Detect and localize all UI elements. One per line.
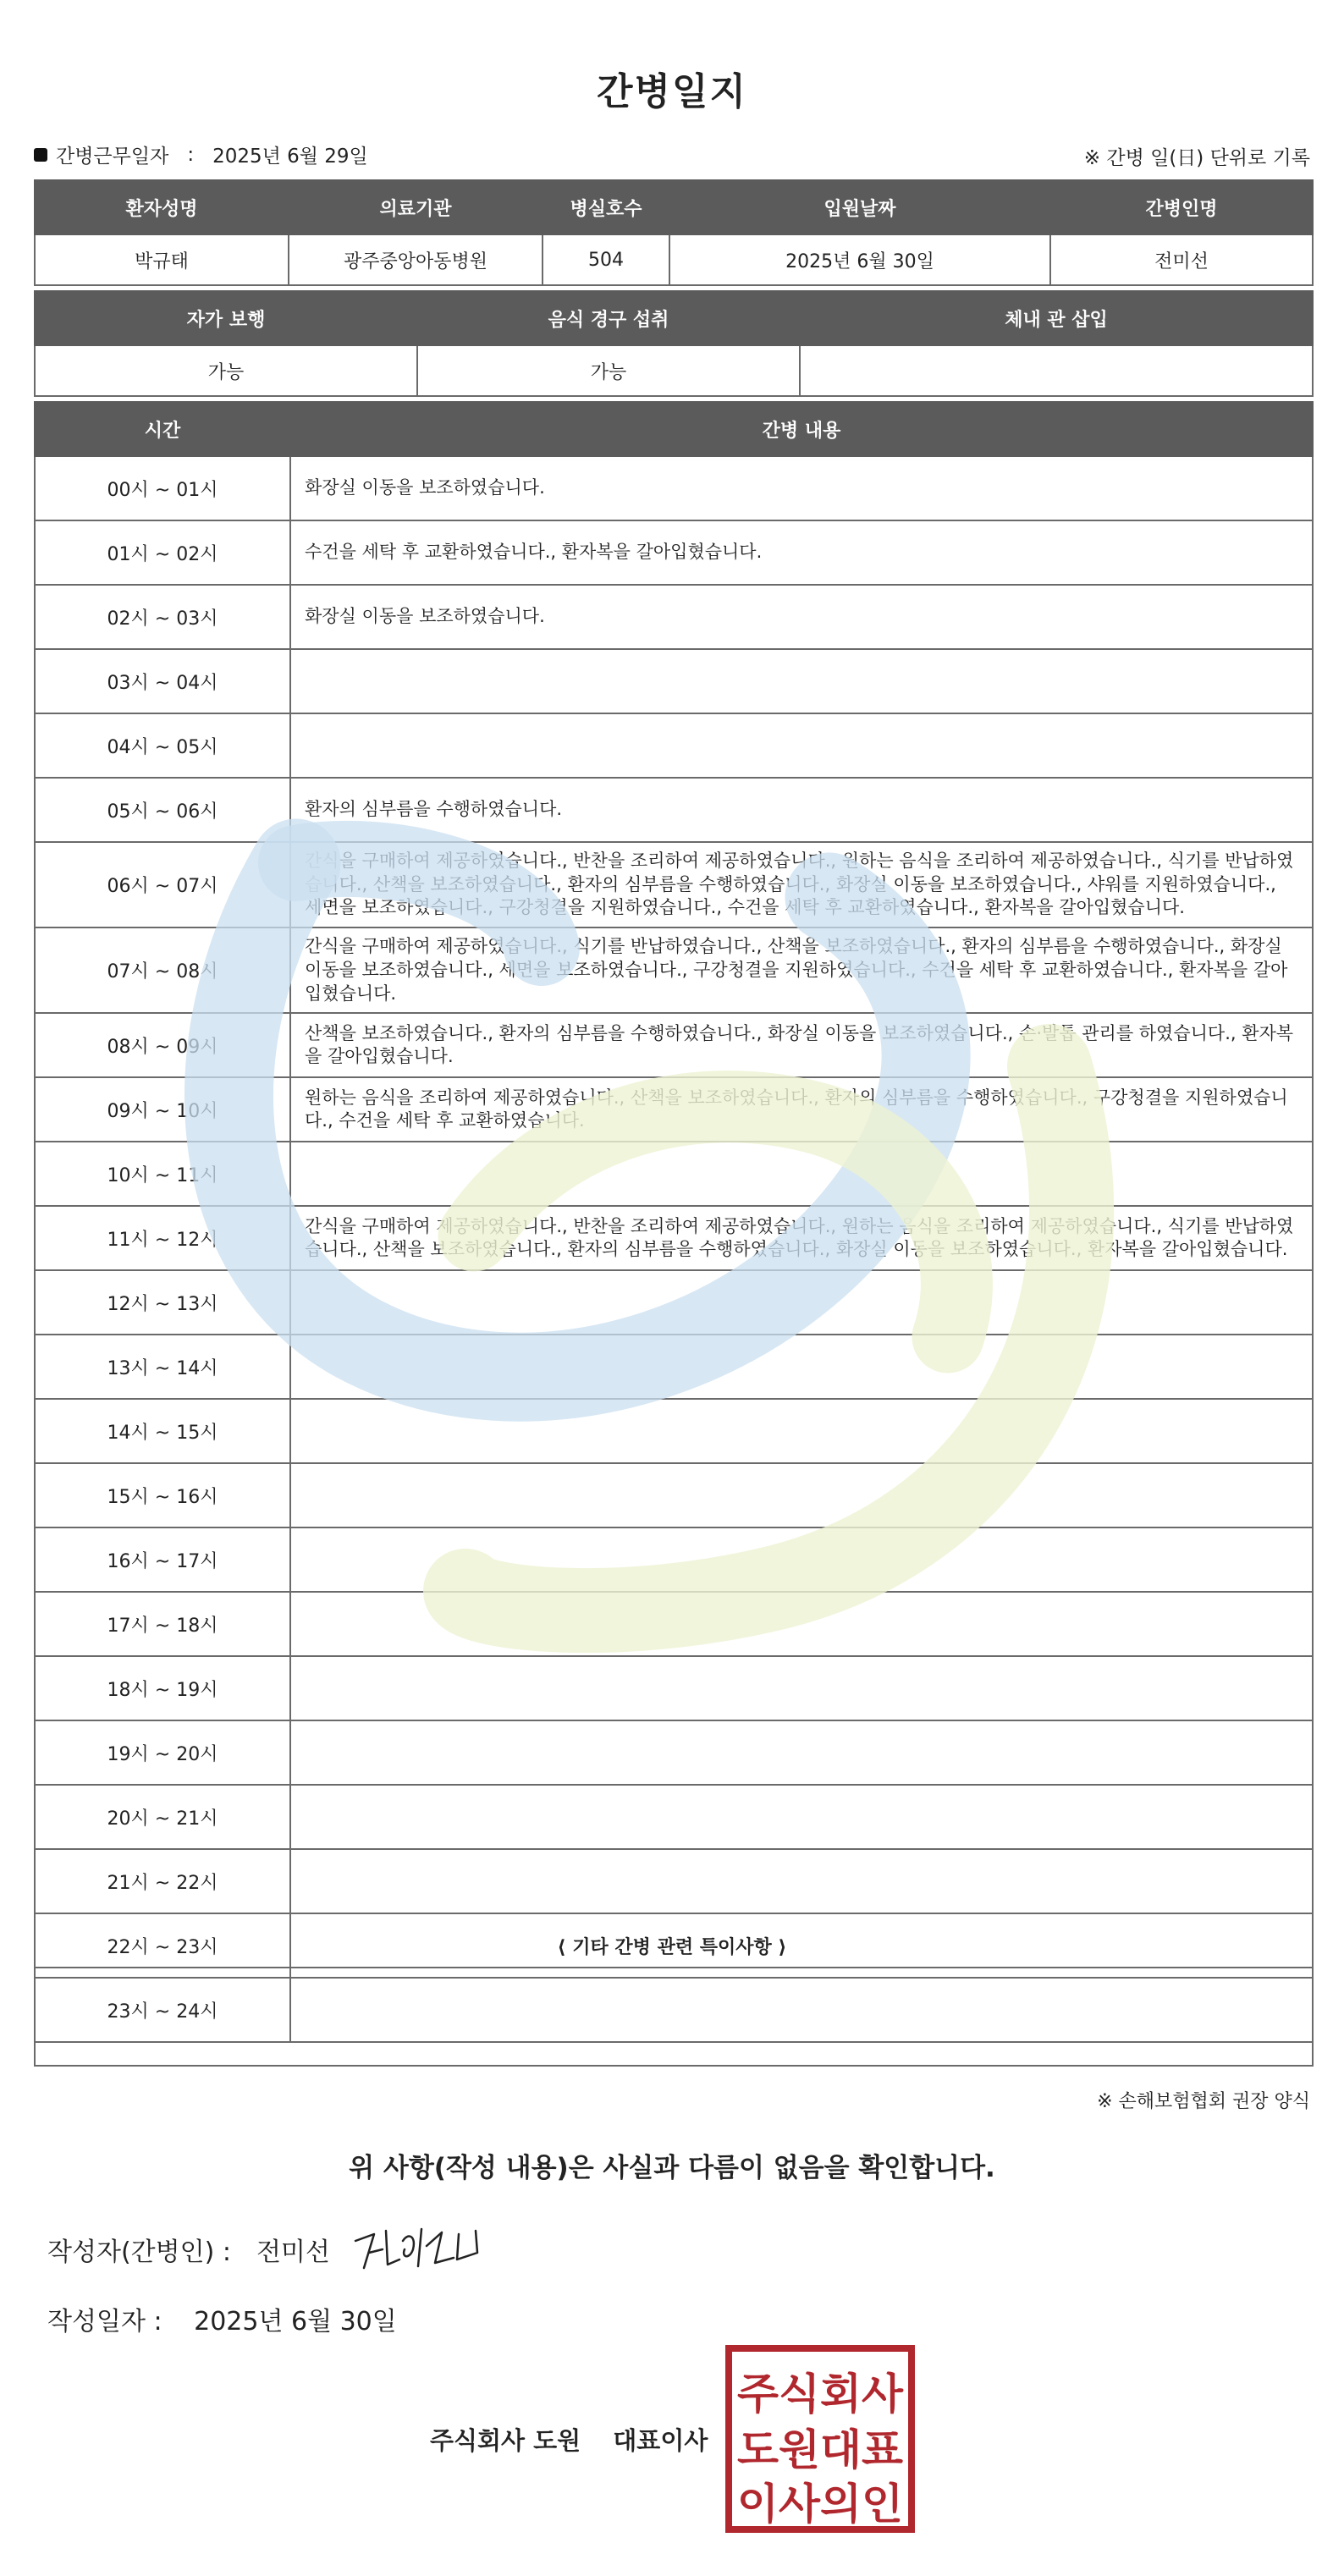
table-row <box>35 842 1313 927</box>
written-date-line <box>47 2300 397 2337</box>
oral-intake-value: 가능 <box>417 345 800 396</box>
writer-name: 전미선 <box>256 2237 330 2267</box>
header-room-number: 병실호수 <box>543 180 669 234</box>
work-date-value: 2025년 6월 29일 <box>212 146 368 168</box>
table-row <box>35 1720 1313 1785</box>
care-content <box>290 1849 1313 1913</box>
care-content <box>290 1785 1313 1849</box>
form-note: ※ 손해보험협회 권장 양식 <box>1097 2091 1310 2112</box>
table-row <box>35 1142 1313 1206</box>
care-log-table <box>34 401 1314 2043</box>
time-slot: 18시 ~ 19시 <box>35 1656 290 1720</box>
table-row <box>35 234 1313 285</box>
time-slot: 17시 ~ 18시 <box>35 1592 290 1656</box>
table-row <box>35 1206 1313 1270</box>
time-slot: 22시 ~ 23시 <box>35 1913 290 1978</box>
time-slot: 01시 ~ 02시 <box>35 520 290 585</box>
care-content: 환자의 심부름을 수행하였습니다. <box>290 778 1313 842</box>
seal-text-line: 이사의인 <box>737 2480 903 2529</box>
care-content <box>290 1463 1313 1527</box>
care-content <box>290 1142 1313 1206</box>
header-oral-intake: 음식 경구 섭취 <box>417 291 800 345</box>
table-row <box>35 1592 1313 1656</box>
time-slot: 19시 ~ 20시 <box>35 1720 290 1785</box>
care-content <box>290 1335 1313 1399</box>
header-care-content: 간병 내용 <box>290 402 1313 456</box>
square-bullet-icon <box>34 148 47 162</box>
table-row <box>35 1399 1313 1463</box>
care-content: 화장실 이동을 보조하였습니다. <box>290 456 1313 520</box>
header-tube-insertion: 체내 관 삽입 <box>800 291 1313 345</box>
header-caregiver-name: 간병인명 <box>1050 180 1313 234</box>
company-role: 대표이사 <box>613 2426 708 2455</box>
time-slot: 02시 ~ 03시 <box>35 585 290 649</box>
care-content: 원하는 음식을 조리하여 제공하였습니다., 산책을 보조하였습니다., 환자의 심부름을 수행하였습니다., 구강청결을 지원하였습니다., 수건을 세탁 후 교환하였습니다. <box>290 1077 1313 1142</box>
table-row <box>35 456 1313 520</box>
time-slot: 21시 ~ 22시 <box>35 1849 290 1913</box>
table-row <box>35 1463 1313 1527</box>
table-row <box>35 1785 1313 1849</box>
table-row <box>35 1270 1313 1335</box>
time-slot: 06시 ~ 07시 <box>35 842 290 927</box>
table-row <box>35 520 1313 585</box>
time-slot: 23시 ~ 24시 <box>35 1978 290 2042</box>
time-slot: 15시 ~ 16시 <box>35 1463 290 1527</box>
written-date-label: 작성일자 : <box>47 2307 162 2337</box>
medical-institution: 광주중앙아동병원 <box>289 234 543 285</box>
time-slot: 10시 ~ 11시 <box>35 1142 290 1206</box>
time-slot: 04시 ~ 05시 <box>35 713 290 778</box>
care-content <box>290 1270 1313 1335</box>
time-slot: 16시 ~ 17시 <box>35 1527 290 1592</box>
company-line <box>430 2422 708 2457</box>
writer-label: 작성자(간병인) : <box>47 2237 231 2267</box>
patient-name: 박규태 <box>35 234 289 285</box>
header-time: 시간 <box>35 402 290 456</box>
care-content <box>290 649 1313 713</box>
header-patient-name: 환자성명 <box>35 180 289 234</box>
care-content: 간식을 구매하여 제공하였습니다., 반찬을 조리하여 제공하였습니다., 원하는 음식을 조리하여 제공하였습니다., 식기를 반납하였습니다., 산책을 보조하였습니다., 환자의 심부름을 수행하였습니다., 화장실 이동을 보조하였습니다., 샤워를 지원하였습니다., 세면을 보조하였습니다., 구강청결을 지원하였습니다., 수건을 세탁 후 교환하였습니다., 환자복을 갈아입혔습니다. <box>290 842 1313 927</box>
table-row <box>35 927 1313 1013</box>
company-seal-stamp <box>724 2344 916 2534</box>
table-row <box>35 778 1313 842</box>
notes-title: ⟨ 기타 간병 관련 특이사항 ⟩ <box>557 1937 787 1958</box>
table-row <box>35 1527 1313 1592</box>
care-content: 간식을 구매하여 제공하였습니다., 식기를 반납하였습니다., 산책을 보조하였습니다., 환자의 심부름을 수행하였습니다., 화장실 이동을 보조하였습니다., 세면을 보조하였습니다., 구강청결을 지원하였습니다., 수건을 세탁 후 교환하였습니다., 환자복을 갈아입혔습니다. <box>290 927 1313 1013</box>
care-content <box>290 713 1313 778</box>
tube-insertion-value <box>800 345 1313 396</box>
time-slot: 03시 ~ 04시 <box>35 649 290 713</box>
seal-text-line: 주식회사 <box>737 2370 904 2419</box>
care-content: 산책을 보조하였습니다., 환자의 심부름을 수행하였습니다., 화장실 이동을 보조하였습니다., 손·발톱 관리를 하였습니다., 환자복을 갈아입혔습니다. <box>290 1013 1313 1077</box>
time-slot: 11시 ~ 12시 <box>35 1206 290 1270</box>
work-date-line <box>34 140 368 168</box>
table-header-row <box>35 291 1313 345</box>
care-content <box>290 1592 1313 1656</box>
time-slot: 13시 ~ 14시 <box>35 1335 290 1399</box>
seal-text-line: 도원대표 <box>737 2425 904 2474</box>
admission-date: 2025년 6월 30일 <box>669 234 1050 285</box>
work-date-label: 간병근무일자 <box>56 146 169 168</box>
care-content <box>290 1720 1313 1785</box>
header-self-walking: 자가 보행 <box>35 291 417 345</box>
time-slot: 09시 ~ 10시 <box>35 1077 290 1142</box>
care-content: 화장실 이동을 보조하였습니다. <box>290 585 1313 649</box>
time-slot: 12시 ~ 13시 <box>35 1270 290 1335</box>
room-number: 504 <box>543 234 669 285</box>
table-row <box>35 649 1313 713</box>
table-header-row <box>35 180 1313 234</box>
care-content <box>290 1656 1313 1720</box>
self-walking-value: 가능 <box>35 345 417 396</box>
page-title: 간병일지 <box>596 70 747 113</box>
work-date-separator: : <box>187 143 195 166</box>
care-log-body <box>35 456 1313 2042</box>
table-row <box>35 345 1313 396</box>
table-row <box>35 1335 1313 1399</box>
header-medical-institution: 의료기관 <box>289 180 543 234</box>
table-row <box>35 1849 1313 1913</box>
table-row <box>35 1077 1313 1142</box>
table-header-row <box>35 402 1313 456</box>
header-admission-date: 입원날짜 <box>669 180 1050 234</box>
patient-info-table <box>34 179 1314 286</box>
patient-status-table <box>34 290 1314 397</box>
written-date-value: 2025년 6월 30일 <box>194 2307 397 2337</box>
table-row <box>35 585 1313 649</box>
care-content <box>290 1527 1313 1592</box>
care-content <box>290 1399 1313 1463</box>
time-slot: 07시 ~ 08시 <box>35 927 290 1013</box>
special-notes-box <box>34 1967 1314 2067</box>
unit-note: ※ 간병 일(日) 단위로 기록 <box>1083 147 1310 169</box>
time-slot: 05시 ~ 06시 <box>35 778 290 842</box>
table-row <box>35 1013 1313 1077</box>
time-slot: 20시 ~ 21시 <box>35 1785 290 1849</box>
care-content: 간식을 구매하여 제공하였습니다., 반찬을 조리하여 제공하였습니다., 원하는 음식을 조리하여 제공하였습니다., 식기를 반납하였습니다., 산책을 보조하였습니다., 환자의 심부름을 수행하였습니다., 화장실 이동을 보조하였습니다., 환자복을 갈아입혔습니다. <box>290 1206 1313 1270</box>
care-content: 수건을 세탁 후 교환하였습니다., 환자복을 갈아입혔습니다. <box>290 520 1313 585</box>
time-slot: 08시 ~ 09시 <box>35 1013 290 1077</box>
company-name: 주식회사 도원 <box>430 2426 581 2455</box>
handwritten-signature <box>349 2215 501 2283</box>
confirmation-statement: 위 사항(작성 내용)은 사실과 다름이 없음을 확인합니다. <box>349 2153 995 2183</box>
writer-line <box>47 2231 330 2268</box>
table-row <box>35 1656 1313 1720</box>
table-row <box>35 713 1313 778</box>
time-slot: 00시 ~ 01시 <box>35 456 290 520</box>
time-slot: 14시 ~ 15시 <box>35 1399 290 1463</box>
caregiver-name: 전미선 <box>1050 234 1313 285</box>
